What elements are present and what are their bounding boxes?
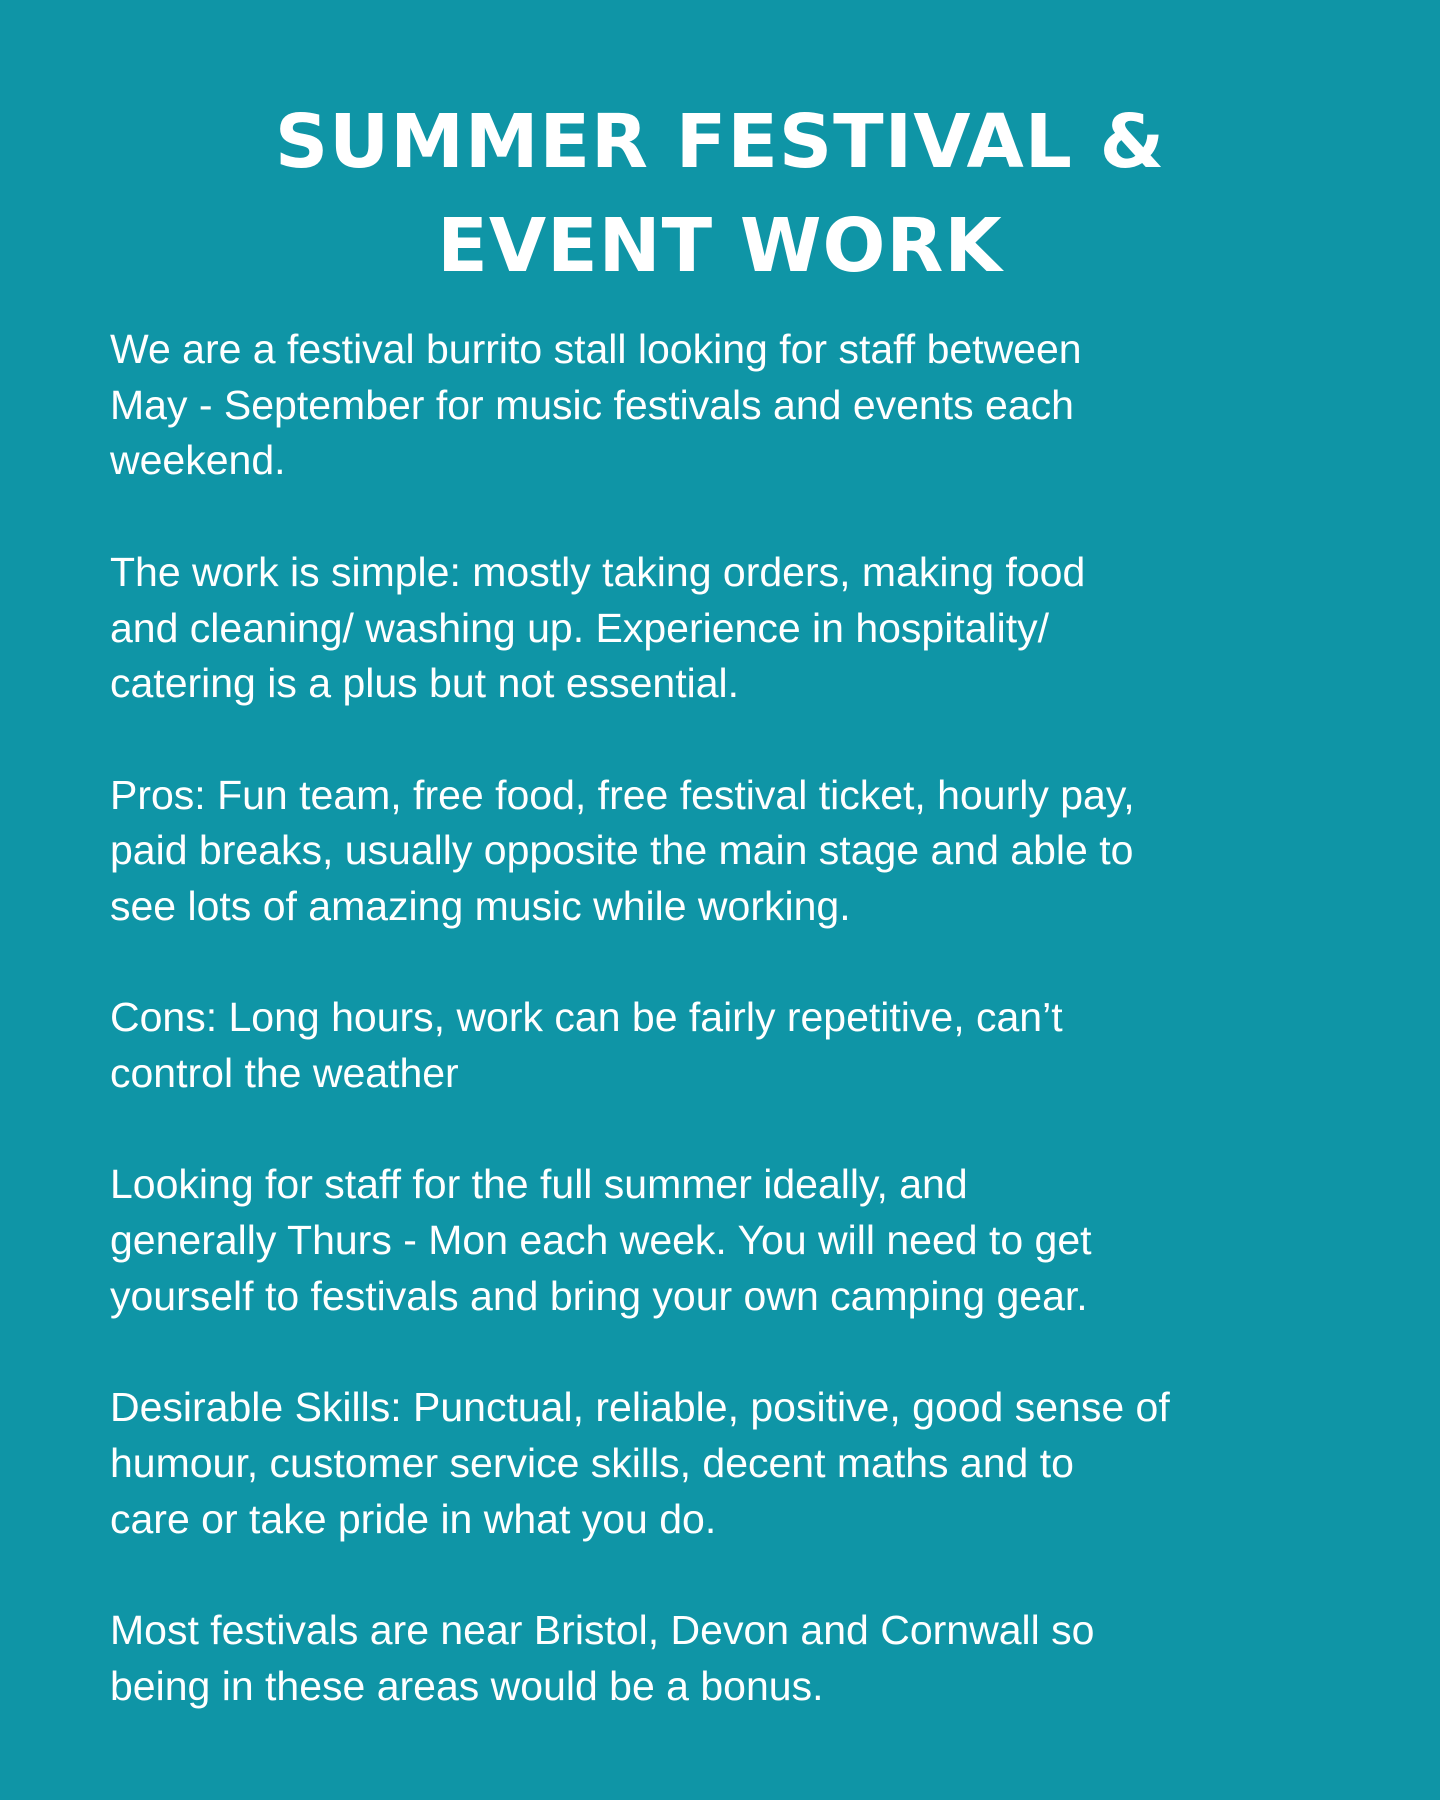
paragraph-line: and cleaning/ washing up. Experience in hospitality/: [110, 604, 1050, 651]
title-line: SUMMER FESTIVAL &: [274, 98, 1166, 185]
paragraph: [110, 545, 1360, 712]
paragraph-line: We are a festival burrito stall looking for staff between: [110, 326, 1082, 372]
paragraph-line: generally Thurs - Mon each week. You will need to get: [110, 1217, 1092, 1264]
paragraph-line: Desirable Skills: Punctual, reliable, positive, good sense of: [110, 1384, 1170, 1431]
paragraph-line: care or take pride in what you do.: [110, 1495, 717, 1542]
page-title: [0, 90, 1440, 298]
job-description: [110, 322, 1360, 1770]
paragraph-line: yourself to festivals and bring your own camping gear.: [110, 1272, 1088, 1319]
paragraph-line: Looking for staff for the full summer ideally, and: [110, 1161, 968, 1208]
paragraph: [110, 1603, 1360, 1714]
paragraph-line: Cons: Long hours, work can be fairly repetitive, can’t: [110, 994, 1063, 1041]
paragraph: [110, 322, 1360, 489]
title-line: EVENT WORK: [437, 202, 1003, 289]
paragraph-line: May - September for music festivals and events each: [110, 381, 1074, 428]
paragraph-line: Pros: Fun team, free food, free festival ticket, hourly pay,: [110, 771, 1135, 818]
paragraph: [110, 1380, 1360, 1547]
paragraph-line: see lots of amazing music while working.: [110, 883, 851, 929]
paragraph-line: being in these areas would be a bonus.: [110, 1662, 824, 1709]
paragraph-line: Most festivals are near Bristol, Devon and Cornwall so: [110, 1607, 1095, 1654]
paragraph-line: paid breaks, usually opposite the main stage and able to: [110, 827, 1134, 874]
paragraph-line: The work is simple: mostly taking orders, making food: [110, 548, 1086, 595]
paragraph-line: humour, customer service skills, decent maths and to: [110, 1439, 1074, 1486]
paragraph-line: catering is a plus but not essential.: [110, 660, 740, 707]
paragraph-line: control the weather: [110, 1050, 459, 1097]
paragraph-line: weekend.: [110, 437, 286, 484]
paragraph: [110, 768, 1360, 935]
paragraph: [110, 1157, 1360, 1324]
paragraph: [110, 990, 1360, 1101]
